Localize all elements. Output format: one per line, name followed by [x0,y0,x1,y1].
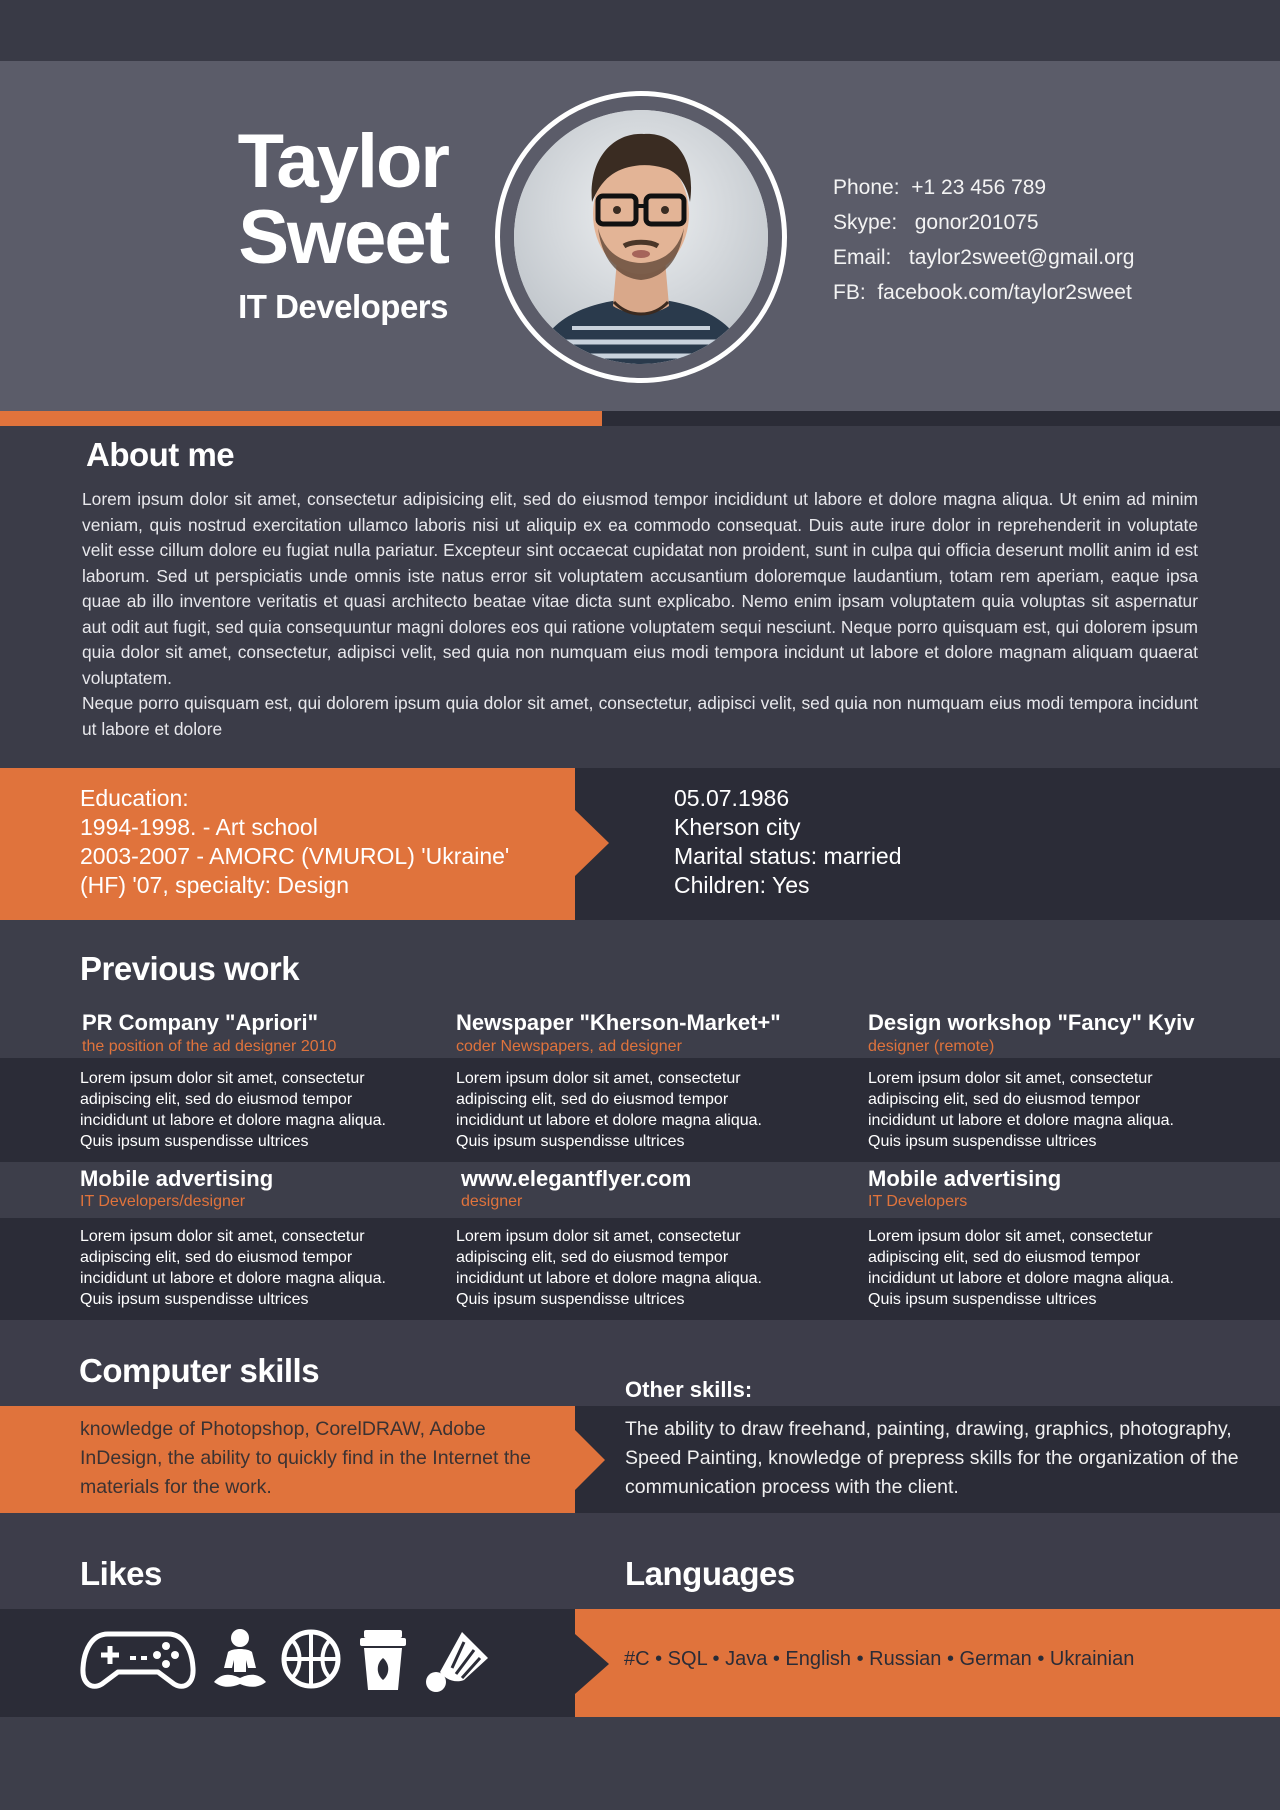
education-text [80,784,509,900]
job-subtitle: coder Newspapers, ad designer [456,1038,682,1055]
languages-list: #C • SQL • Java • English • Russian • German • Ukrainian [624,1648,1135,1670]
first-name: Taylor [237,119,448,204]
other-skills-text: The ability to draw freehand, painting, drawing, graphics, photography, Speed Painting, knowledge of prepress skills for the organization of the communication process with the client. [625,1418,1239,1498]
work-title: Previous work [80,950,300,987]
facebook-link[interactable]: facebook.com/taylor2sweet [877,281,1132,304]
education-label: Education: [80,785,189,811]
likes-title: Likes [80,1555,162,1592]
skype-value[interactable]: gonor201075 [914,211,1039,234]
job-title: Mobile advertising [868,1166,1062,1191]
arrow-right-icon [575,1430,605,1490]
about-paragraph-2: Neque porro quisquam est, qui dolorem ipsum quia dolor sit amet, consectetur, adipisci velit, sed quia non numquam eius modi tempora incidunt ut labore et dolore [82,693,1198,739]
person-portrait-icon [514,110,768,364]
coffee-cup-icon [358,1628,408,1692]
arrow-right-icon [575,1634,609,1694]
contact-skype: Skype: gonor201075 [833,211,1039,234]
education-line: (HF) '07, specialty: Design [80,872,349,898]
job-description: Lorem ipsum dolor sit amet, consectetur adipiscing elit, sed do eiusmod tempor incididunt ut labore et dolore magna aliqua. Quis ipsum suspendisse ultrices [456,1228,762,1308]
job-title: Newspaper "Kherson-Market+" [456,1010,781,1035]
languages-title: Languages [625,1555,795,1592]
phone-value[interactable]: +1 23 456 789 [911,176,1047,199]
job-description: Lorem ipsum dolor sit amet, consectetur adipiscing elit, sed do eiusmod tempor incididunt ut labore et dolore magna aliqua. Quis ipsum suspendisse ultrices [80,1228,386,1308]
bottom-strip [0,1717,1280,1810]
education-line: 1994-1998. - Art school [80,814,318,840]
contact-phone: Phone: +1 23 456 789 [833,176,1047,199]
email-link[interactable]: taylor2sweet@gmail.org [908,246,1135,269]
computer-skills-text: knowledge of Photopshop, CorelDRAW, Adobe InDesign, the ability to quickly find in the Internet the materials for the work. [80,1418,531,1498]
computer-skills-title: Computer skills [79,1352,320,1389]
children: Children: Yes [674,872,810,898]
accent-line [0,411,602,426]
job-description: Lorem ipsum dolor sit amet, consectetur adipiscing elit, sed do eiusmod tempor incididunt ut labore et dolore magna aliqua. Quis ipsum suspendisse ultrices [80,1070,386,1150]
other-skills-title: Other skills: [625,1377,753,1402]
dark-line [602,411,1280,426]
job-description: Lorem ipsum dolor sit amet, consectetur adipiscing elit, sed do eiusmod tempor incididunt ut labore et dolore magna aliqua. Quis ipsum suspendisse ultrices [868,1070,1174,1150]
bio-text [674,784,902,900]
job-description: Lorem ipsum dolor sit amet, consectetur adipiscing elit, sed do eiusmod tempor incididunt ut labore et dolore magna aliqua. Quis ipsum suspendisse ultrices [456,1070,762,1150]
job-subtitle: designer (remote) [868,1038,995,1055]
contact-email: Email: taylor2sweet@gmail.org [833,246,1135,269]
about-text [82,487,1198,742]
job-subtitle: IT Developers/designer [80,1193,246,1210]
basketball-icon [280,1628,342,1690]
meditation-icon [212,1628,268,1690]
education-line: 2003-2007 - AMORC (VMUROL) 'Ukraine' [80,843,510,869]
last-name: Sweet [238,195,448,280]
birthdate: 05.07.1986 [674,785,790,811]
job-title: Design workshop "Fancy" Kyiv [868,1010,1195,1035]
job-subtitle: the position of the ad designer 2010 [82,1038,337,1055]
job-subtitle: designer [461,1193,523,1210]
job-subtitle: IT Developers [868,1193,968,1210]
top-strip [0,0,1280,61]
job-description: Lorem ipsum dolor sit amet, consectetur adipiscing elit, sed do eiusmod tempor incididunt ut labore et dolore magna aliqua. Quis ipsum suspendisse ultrices [868,1228,1174,1308]
job-title: Mobile advertising [80,1166,274,1191]
marital-status: Marital status: married [674,843,902,869]
arrow-right-icon [575,810,609,876]
job-role: IT Developers [238,288,448,325]
about-paragraph-1: Lorem ipsum dolor sit amet, consectetur adipisicing elit, sed do eiusmod tempor incididunt ut labore et dolore magna aliqua. Ut enim ad minim veniam, quis nostrud exercitation ullamco laboris nisi ut aliquip ex ea commodo consequat. Duis aute irure dolor in reprehenderit in voluptate velit esse cillum dolore eu fugiat nulla pariatur. Excepteur sint occaecat cupidatat non proident, sunt in culpa qui officia deserunt mollit anim id est laborum. Sed ut perspiciatis unde omnis iste natus error sit voluptatem accusantium doloremque laudantium, totam rem aperiam, eaque ipsa quae ab illo inventore veritatis et quasi architecto beatae vitae dicta sunt explicabo. Nemo enim ipsam voluptatem quia voluptas sit aspernatur aut odit aut fugit, sed quia consequuntur magni dolores eos qui ratione voluptatem sequi nesciunt. Neque porro quisquam est, qui dolorem ipsum quia dolor sit amet, consectetur, adipisci velit, sed quia non numquam eius modi tempora incidunt ut labore et dolore magnam aliquam quaerat voluptatem. [82,489,1198,688]
about-title: About me [86,436,235,473]
gamepad-icon [80,1628,196,1692]
job-title: PR Company "Apriori" [82,1010,318,1035]
contact-fb: FB: facebook.com/taylor2sweet [833,281,1132,304]
badminton-shuttlecock-icon [424,1628,492,1692]
job-title: www.elegantflyer.com [461,1166,692,1191]
contact-list [833,170,1134,310]
city: Kherson city [674,814,801,840]
